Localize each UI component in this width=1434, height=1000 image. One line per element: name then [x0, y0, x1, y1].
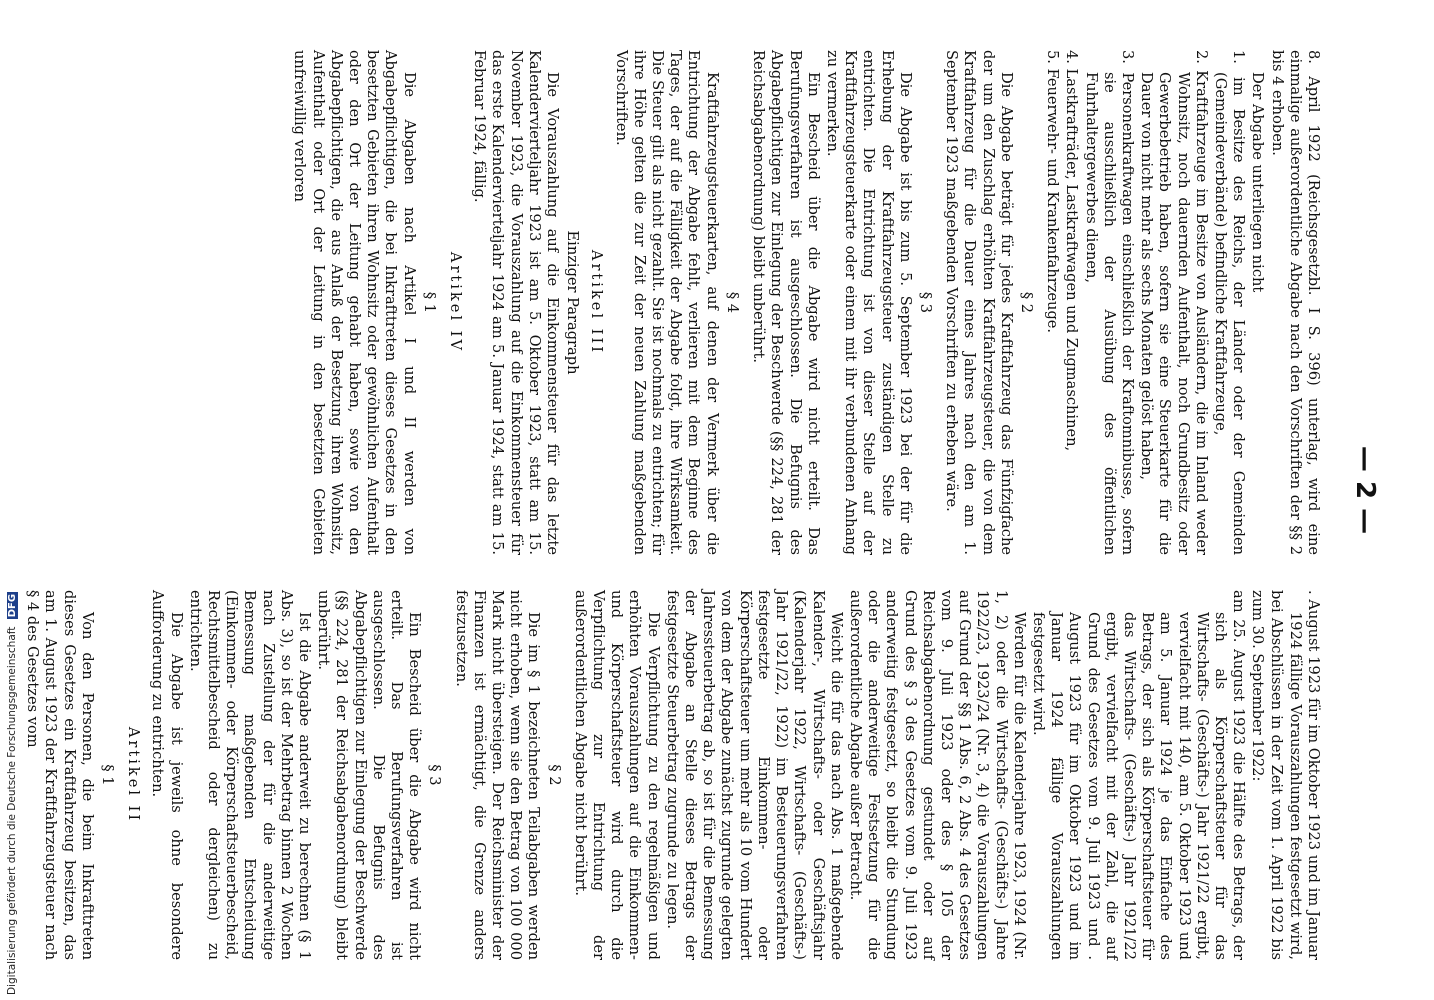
- left-column-paragraph: 8. April 1922 (Reichsgesetzbl. I S. 396) unterlag, wird eine einmalige außerordentliche Abgabe nach den Vorschriften der §§ 2 bis 4 erhoben.: [1268, 50, 1322, 555]
- dfg-logo: DFG: [7, 593, 18, 618]
- right-column-paragraph: . August 1923 für im Oktober 1923 und im Januar 1924 fällige Vorauszahlungen festgesetzt wird,: [1286, 590, 1322, 960]
- left-column-paragraph: 2. Kraftfahrzeuge im Besitze von Ausländern, die im Inland weder Wohnsitz, noch dauernden Aufenthalt, noch Grundbesitz oder Gewerbebetrieb haben, sofern sie eine Steuerkarte für die Dauer von nicht mehr als sechs Monaten gelöst haben,: [1138, 50, 1210, 555]
- right-column-paragraph: bei Abschlüssen in der Zeit vom 1. April 1922 bis zum 30. September 1922:: [1249, 590, 1285, 960]
- right-column-paragraph: Ist die Abgabe anderweit zu berechnen (§ 1 Abs. 3), so ist der Mehrbetrag binnen 2 Wochen nach Zustellung der für die anderweitige Bemessung maßgebenden Entscheidung (Einkommen- oder Körperschaftsteuerbescheid, Rechtsmittelbescheid oder dergleichen) zu entrichten.: [186, 590, 314, 960]
- left-column-paragraph: Die Abgabe ist bis zum 5. September 1923 bei der für die Erhebung der Kraftfahrzeugsteuer zuständigen Stelle zu entrichten. Die Entrichtung ist von dieser Stelle auf der Kraftfahrzeugsteuerkarte oder einem mit ihr verbundenen Anhang zu vermerken.: [823, 50, 914, 555]
- left-column-paragraph: Der Abgabe unterliegen nicht: [1249, 72, 1267, 293]
- left-column-paragraph: Die Abgaben nach Artikel I und II werden von Abgabepflichtigen, die bei Inkrafttreten dieses Gesetzes in den besetzten Gebieten ihren Wohnsitz oder gewöhnlichen Aufenthalt oder den Ort der Leitung gehabt haben, sowie von den Abgabepflichtigen, die aus Anlaß der Besetzung ihren Wohnsitz, Aufenthalt oder Ort der Leitung in den besetzten Gebieten unfreiwillig verloren: [291, 50, 418, 555]
- left-column-paragraph: 4. Lastkrafträder, Lastkraftwagen und Zugmaschinen,: [1063, 50, 1081, 452]
- left-column-paragraph: 3. Personenkraftwagen einschließlich der Kraftomnibusse, sofern sie ausschließlich der Ausübung des öffentlichen Fuhrhaltergewerbes dienen,: [1082, 50, 1136, 555]
- left-column-paragraph: 1. im Besitze des Reichs, der Länder oder der Gemeinden (Gemeindeverbände) befindliche Kraftfahrzeuge,: [1211, 50, 1248, 555]
- right-column-paragraph: § 2: [545, 764, 563, 786]
- left-column-paragraph: Die Abgabe beträgt für jedes Kraftfahrzeug das Fünfzigfache der um den Zuschlag erhöhten Kraftfahrzeugsteuer, die von dem Kraftfahrzeug für die Dauer eines Jahres nach den am 1. September 1923 maßgebenden Vorschriften zu erheben wäre.: [943, 50, 1015, 555]
- right-column-paragraph: Artikel II: [125, 726, 143, 824]
- right-column-paragraph: Weicht die für das nach Abs. 1 maßgebende Kalender-, Wirtschafts- oder Geschäftsjahr (Kalenderjahr 1922, Wirtschafts- (Geschäfts-) Jahr 1921/22, 1922) im Besteuerungsverfahren festgesetzte Einkommen- oder Körperschaftsteuer um mehr als 10 vom Hundert von dem der Abgabe zunächst zugrunde gelegten Jahressteuerbetrag ab, so ist für die Bemessung der Abgabe an Stelle dieses Betrags der festgesetzte Steuerbetrag zugrunde zu legen.: [663, 590, 845, 960]
- left-column-paragraph: Ein Bescheid über die Abgabe wird nicht erteilt. Das Berufungsverfahren ist ausgeschlossen. Die Befugnis des Abgabepflichtigen zur Einlegung der Beschwerde (§§ 224, 281 der Reichsabgabenordnung) bleibt unberührt.: [750, 50, 822, 555]
- page-number: — 2 —: [1350, 445, 1380, 535]
- left-column-paragraph: § 3: [916, 291, 934, 314]
- rotated-document-page: [24, 50, 1392, 960]
- left-column-paragraph: Die Vorauszahlung auf die Einkommensteuer für das letzte Kalendervierteljahr 1923 ist am 5. Oktober 1923, statt am 15. November 1923, die Vorauszahlung auf die Einkommensteuer für das erste Kalendervierteljahr 1924 am 5. Januar 1924, statt am 15. Februar 1924, fällig.: [471, 50, 562, 555]
- left-column-paragraph: Kraftfahrzeugsteuerkarten, auf denen der Vermerk über die Entrichtung der Abgabe fehlt, verlieren mit dem Beginne des Tages, der auf die Fälligkeit der Abgabe folgt, ihre Wirksamkeit. Die Steuer gilt als nicht gezahlt. Sie ist nochmals zu entrichten; für ihre Höhe gelten die zur Zeit der neuen Zahlung maßgebenden Vorschriften.: [612, 50, 721, 555]
- digitization-footer: [6, 592, 18, 995]
- right-column-paragraph: Die im § 1 bezeichneten Teilabgaben werden nicht erhoben, wenn sie den Betrag von 100 000 Mark nicht übersteigen. Der Reichsminister der Finanzen ist ermächtigt, die Grenze anders festzusetzen.: [452, 590, 543, 960]
- right-column-paragraph: § 1: [99, 764, 116, 786]
- right-column-paragraph: Werden für die Kalenderjahre 1923, 1924 (Nr. 1, 2) oder die Wirtschafts- (Geschäfts-) Jahre 1922/23, 1923/24 (Nr. 3, 4) die Vorauszahlungen auf Grund der §§ 1 Abs. 6, 2 Abs. 4 des Gesetzes vom 9. Juli 1923 oder des § 105 der Reichsabgabenordnung gestundet oder auf Grund des § 3 des Gesetzes vom 9. Juli 1923 anderweitig festgesetzt, so bleibt die Stundung oder die anderweitige Festsetzung für die außerordentliche Abgabe außer Betracht.: [846, 590, 1028, 960]
- right-column-paragraph: Ein Bescheid über die Abgabe wird nicht erteilt. Das Berufungsverfahren ist ausgeschlossen. Die Befugnis des Abgabepflichtigen zur Einlegung der Beschwerde (§§ 224, 281 der Reichsabgabenordnung) bleibt unberührt.: [315, 590, 424, 960]
- left-column-paragraph: Artikel IV: [447, 251, 465, 354]
- right-column-paragraph: am 25. August 1923 die Hälfte des Betrags, der sich als Körperschaftsteuer für das Wirtschafts- (Geschäfts-) Jahr 1921/22 ergibt, vervielfacht mit 140, am 5. Oktober 1923 und am 5. Januar 1924 je das Einfache des Betrags, der sich als Körperschaftsteuer für das Wirtschafts- (Geschäfts-) Jahr 1921/22 ergibt, vervielfacht mit der Zahl, die auf Grund des Gesetzes vom 9. Juli 1923 und . August 1923 für im Oktober 1923 und im Januar 1924 fällige Vorauszahlungen festgesetzt wird.: [1029, 590, 1248, 960]
- right-column-paragraph: Die Abgabe ist jeweils ohne besondere Aufforderung zu entrichten.: [149, 590, 185, 960]
- left-column-paragraph: § 1: [420, 291, 438, 314]
- footer-text: Digitalisierung gefördert durch die Deutsche Forschungsgemeinschaft: [6, 626, 18, 995]
- left-column-paragraph: § 4: [723, 291, 741, 314]
- right-column: [22, 590, 1322, 960]
- right-column-paragraph: Von den Personen, die beim Inkrafttreten dieses Gesetzes ein Kraftfahrzeug besitzen, das am 1. August 1923 der Kraftfahrzeugsteuer nach § 4 des Gesetzes vom: [24, 590, 96, 960]
- left-column-paragraph: Artikel III: [588, 249, 606, 356]
- left-column-paragraph: Einziger Paragraph: [564, 230, 582, 375]
- right-column-paragraph: § 3: [426, 764, 444, 786]
- right-column-paragraph: Die Verpflichtung zu den regelmäßigen und erhöhten Vorauszahlungen auf die Einkommen- und Körperschaftsteuer wird durch die Verpflichtung zur Entrichtung der außerordentlichen Abgabe nicht berührt.: [571, 590, 662, 960]
- left-column-paragraph: 5. Feuerwehr- und Krankenfahrzeuge.: [1044, 50, 1062, 334]
- left-column-paragraph: § 2: [1017, 291, 1035, 314]
- left-column: [289, 50, 1322, 555]
